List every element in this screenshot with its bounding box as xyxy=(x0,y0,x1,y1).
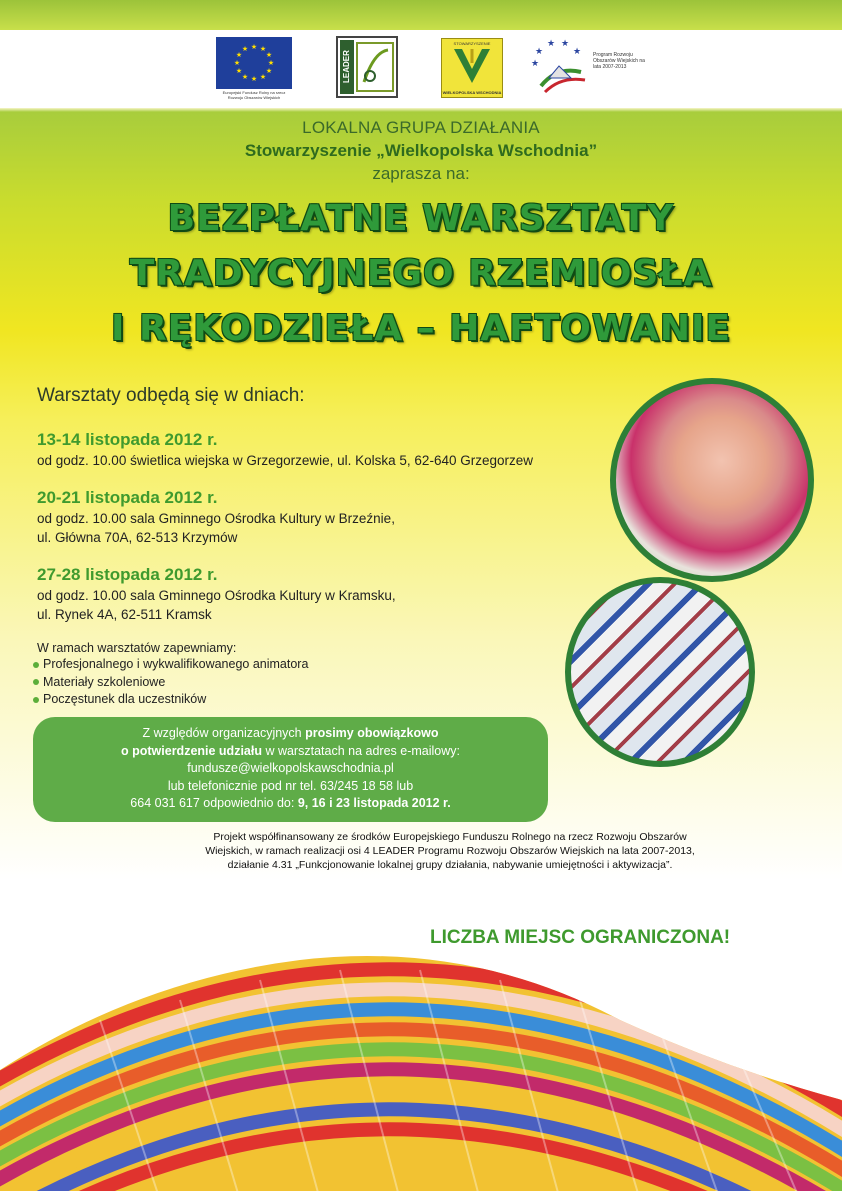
lgd-label-bottom: WIELKOPOLSKA WSCHODNIA xyxy=(442,90,502,95)
session-date: 13-14 listopada 2012 r. xyxy=(37,430,218,449)
email-link[interactable]: fundusze@wielkopolskawschodnia.pl xyxy=(187,761,394,775)
prow-emblem-icon xyxy=(527,36,591,96)
leader-label: LEADER xyxy=(340,40,354,94)
embroidered-cloths-photo xyxy=(565,577,755,767)
svg-text:★: ★ xyxy=(535,47,544,57)
session-place-line: ul. Rynek 4A, 62-511 Kramsk xyxy=(37,607,212,622)
svg-text:★: ★ xyxy=(259,73,267,81)
funding-note xyxy=(140,830,760,872)
lgd-logo xyxy=(441,38,503,98)
list-item-label: Materiały szkoleniowe xyxy=(43,674,166,689)
deadline-dates: 9, 16 i 23 listopada 2012 r. xyxy=(297,796,451,810)
svg-text:★: ★ xyxy=(573,47,582,57)
list-item-label: Profesjonalnego i wykwalifikowanego animatora xyxy=(43,657,309,671)
info-emphasis: prosimy obowiązkowo xyxy=(305,726,439,740)
svg-text:★: ★ xyxy=(531,59,540,69)
list-item xyxy=(33,674,308,692)
svg-text:★: ★ xyxy=(267,59,275,67)
info-text: 664 031 617 odpowiednio do: xyxy=(130,796,298,810)
funding-note-line: działanie 4.31 „Funkcjonowanie lokalnej grupy działania, nabywanie umiejętności i aktywizacja”. xyxy=(227,859,673,871)
session-place xyxy=(37,509,395,547)
session-date: 27-28 listopada 2012 r. xyxy=(37,565,218,584)
bullet-icon xyxy=(33,679,39,685)
registration-info-box xyxy=(33,717,548,822)
info-text: w warsztatach na adres e-mailowy: xyxy=(261,743,460,758)
leader-logo xyxy=(336,36,398,98)
title-line-3: I RĘKODZIEŁA – HAFTOWANIE xyxy=(111,308,731,349)
invite-line: zaprasza na: xyxy=(372,164,470,183)
svg-text:★: ★ xyxy=(241,45,249,53)
wheat-icon xyxy=(452,47,492,85)
limited-places-notice: LICZBA MIEJSC OGRANICZONA! xyxy=(430,927,731,948)
svg-text:★: ★ xyxy=(250,43,258,51)
funding-note-line: Projekt współfinansowany ze środków Europejskiego Funduszu Rolnego na rzecz Rozwoju Obszarów xyxy=(213,831,687,843)
svg-text:★: ★ xyxy=(265,51,273,59)
bullet-icon xyxy=(33,697,39,703)
svg-text:★: ★ xyxy=(235,67,243,75)
eu-flag-logo xyxy=(216,37,292,89)
phone-line: lub telefonicznie pod nr tel. 63/245 18 58 lub xyxy=(167,778,414,793)
list-item-label: Poczęstunek dla uczestników xyxy=(43,692,207,706)
prow-logo xyxy=(527,36,645,98)
session-place-line: od godz. 10.00 sala Gminnego Ośrodka Kultury w Kramsku, xyxy=(37,588,396,603)
title-line-1: BEZPŁATNE WARSZTATY xyxy=(167,198,675,239)
top-band xyxy=(0,0,842,30)
svg-text:★: ★ xyxy=(259,45,267,53)
eu-caption: Europejski Fundusz Rolny na rzecz Rozwoju Obszarów Wiejskich xyxy=(222,90,286,100)
session-place-line: ul. Główna 70A, 62-513 Krzymów xyxy=(37,530,238,545)
title-line-2: TRADYCYJNEGO RZEMIOSŁA xyxy=(129,253,713,294)
svg-text:★: ★ xyxy=(235,51,243,59)
session-place xyxy=(37,586,396,624)
svg-text:★: ★ xyxy=(241,73,249,81)
leader-emblem-icon xyxy=(356,42,394,92)
funding-note-line: Wiejskich, w ramach realizacji osi 4 LEADER Programu Rozwoju Obszarów Wiejskich na lata 2007-2013, xyxy=(205,845,695,857)
session-place xyxy=(37,451,533,470)
provide-list xyxy=(33,656,308,709)
organizer-line: LOKALNA GRUPA DZIAŁANIA xyxy=(302,118,540,137)
info-text: Z względów organizacyjnych xyxy=(142,726,306,740)
svg-text:★: ★ xyxy=(250,75,258,83)
session-date: 20-21 listopada 2012 r. xyxy=(37,488,218,507)
bullet-icon xyxy=(33,662,39,668)
list-item xyxy=(33,691,308,709)
logo-bar xyxy=(0,30,842,108)
association-name: Stowarzyszenie „Wielkopolska Wschodnia” xyxy=(244,141,598,160)
svg-text:★: ★ xyxy=(233,59,241,67)
session-place-line: od godz. 10.00 sala Gminnego Ośrodka Kultury w Brzeźnie, xyxy=(37,511,395,526)
svg-text:★: ★ xyxy=(561,39,570,49)
svg-text:★: ★ xyxy=(547,39,556,49)
svg-text:★: ★ xyxy=(265,67,273,75)
knitted-fabric-image xyxy=(0,900,842,1191)
prow-label: Program Rozwoju Obszarów Wiejskich na lata 2007-2013 xyxy=(593,52,645,70)
info-emphasis: o potwierdzenie udziału xyxy=(121,743,262,758)
session-place-line: od godz. 10.00 świetlica wiejska w Grzegorzewie, ul. Kolska 5, 62-640 Grzegorzew xyxy=(37,453,533,468)
list-item xyxy=(33,656,308,674)
dates-intro: Warsztaty odbędą się w dniach: xyxy=(37,385,305,406)
lgd-label-top: STOWARZYSZENIE xyxy=(453,41,491,46)
provide-title: W ramach warsztatów zapewniamy: xyxy=(37,641,237,655)
embroidery-photo xyxy=(610,378,814,582)
